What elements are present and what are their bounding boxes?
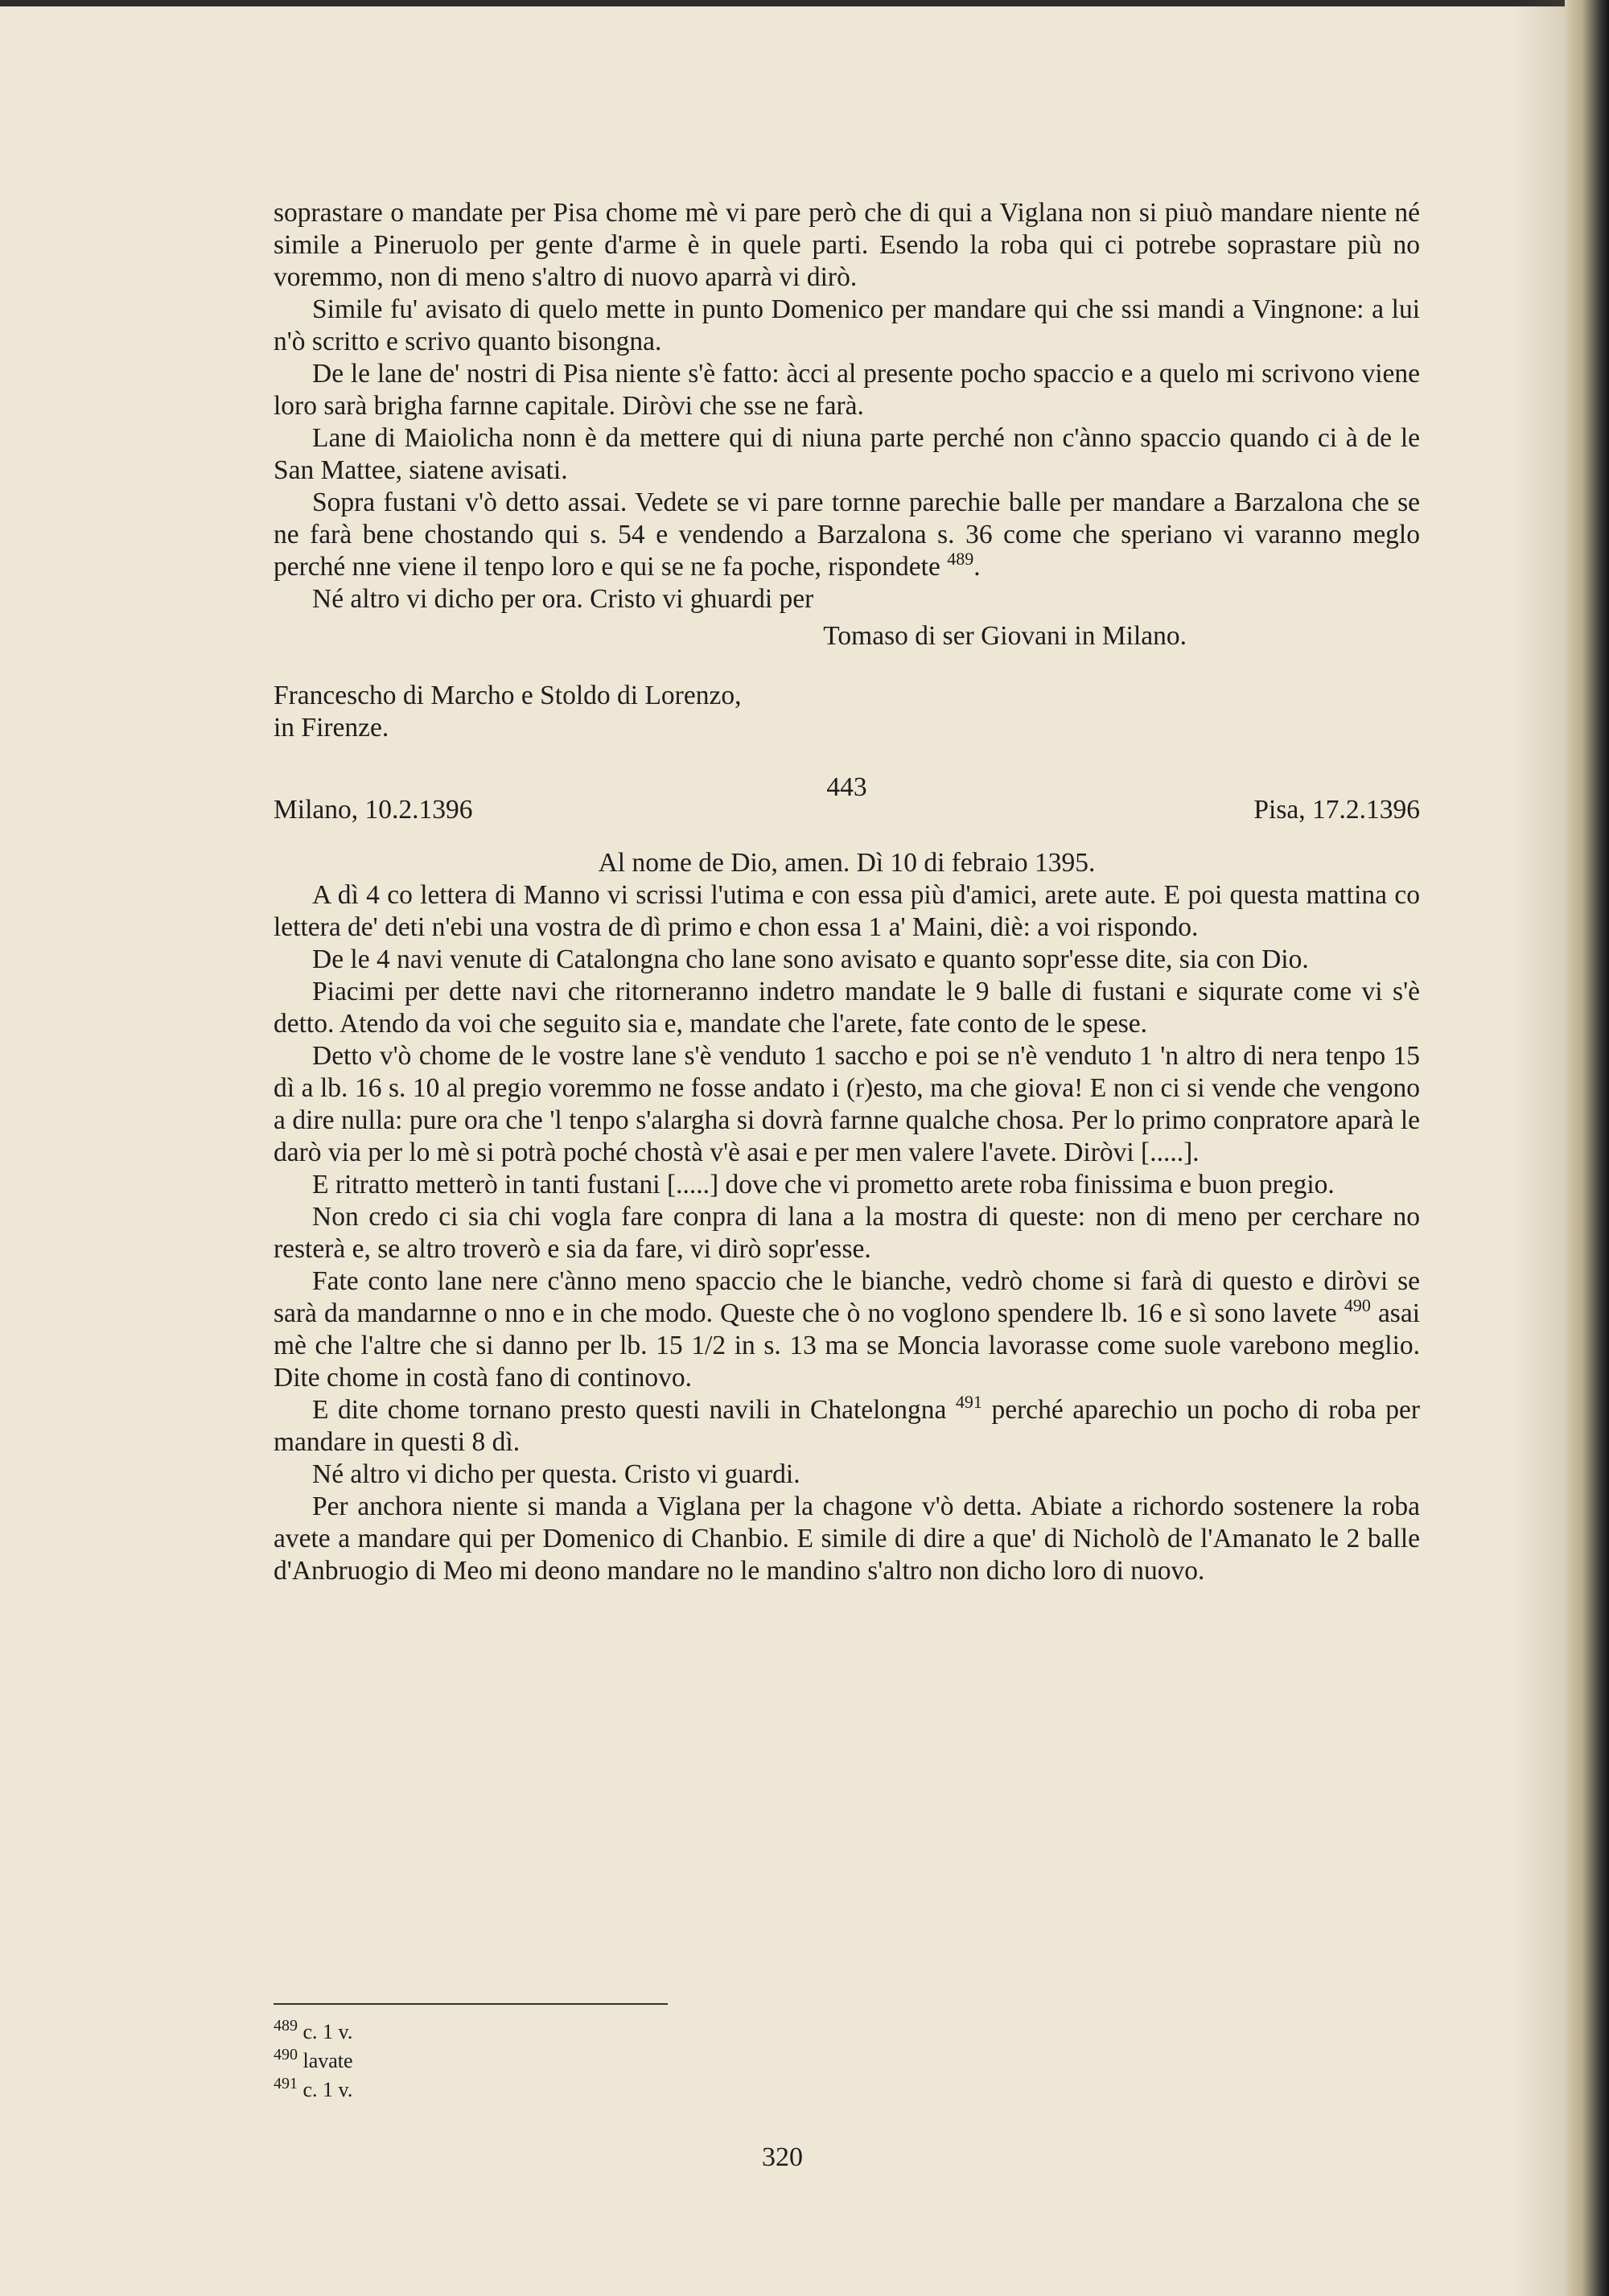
paragraph-text: perché aparechio un pocho di roba per mandare in questi 8 dì. [274,1395,1420,1457]
paragraph [274,1265,1420,1394]
paragraph: Per anchora niente si manda a Viglana per la chagone v'ò detta. Abiate a richordo sostenere la roba avete a mandare qui per Domenico di Chanbio. E simile di dire a que' di Nicholò de l'Amanato le 2 balle d'Anbruogio di Meo mi deono mandare no le mandino s'altro non dicho loro di nuovo. [274,1492,1420,1586]
page-gutter-shadow [1512,0,1565,2296]
footnote-ref: 491 [955,1392,982,1412]
book-edge [1565,0,1609,2296]
paragraph: E ritratto metterò in tanti fustani [.....] dove che vi prometto arete roba finissima e buon pregio. [312,1170,1335,1199]
paragraph-text: Sopra fustani v'ò detto assai. Vedete se vi pare tornne parechie balle per mandare a Barzalona che se ne farà bene chostando qui s. 54 e vendendo a Barzalona s. 36 come che speriano vi varanno meglo perché nne viene il tenpo loro e qui se ne fa poche, rispondete [274,488,1420,582]
footnote-ref: 489 [947,549,974,569]
arrival-date: Pisa, 17.2.1396 [1253,795,1420,825]
paragraph: Simile fu' avisato di quelo mette in punto Domenico per mandare qui che ssi mandi a Vingnone: a lui n'ò scritto e scrivo quanto bisongna. [274,294,1420,356]
scan-top-edge [0,0,1565,6]
footnote [274,2047,353,2076]
paragraph: Detto v'ò chome de le vostre lane s'è venduto 1 saccho e poi se n'è venduto 1 'n altro di nera tenpo 15 dì a lb. 16 s. 10 al pregio voremmo ne fosse andato i (r)esto, ma che giova! E non ci si vende che vengono a dire nulla: pure ora che 'l tenpo s'alargha si dovrà farnne qualche chosa. Per lo primo conpratore aparà le darò via per lo mè si potrà poché chostà v'è asai e per men valere l'avete. Diròvi [.....]. [274,1041,1420,1167]
paragraph [274,1394,1420,1459]
footnote-number: 489 [274,2017,298,2035]
address-line: in Firenze. [274,713,389,743]
paragraph [274,487,1420,583]
paragraph-text: asai mè che l'altre che si danno per lb. 15 1/2 in s. 13 ma se Moncia lavorasse come suole varebono meglio. Dite chome in costà fano di continovo. [274,1298,1421,1393]
paragraph: Non credo ci sia chi vogla fare conpra di lana a la mostra di queste: non di meno per cerchare no resterà e, se altro troverò e sia da fare, vi dirò sopr'esse. [274,1202,1420,1264]
paragraph: A dì 4 co lettera di Manno vi scrissi l'utima e con essa più d'amici, arete aute. E poi questa mattina co lettera de' deti n'ebi una vostra de dì primo e chon essa 1 a' Maini, diè: a voi rispondo. [274,880,1420,942]
main-text [274,197,1420,1587]
paragraph: Né altro vi dicho per questa. Cristo vi guardi. [312,1459,800,1489]
page-number: 320 [762,2142,803,2172]
footnote-text: lavate [302,2049,353,2072]
footnote-text: c. 1 v. [302,2078,353,2101]
paragraph-text: E dite chome tornano presto questi navili in Chatelongna [312,1395,947,1425]
footnotes [274,2018,353,2105]
address-line: Francescho di Marcho e Stoldo di Lorenzo, [274,681,742,710]
paragraph: Piacimi per dette navi che ritorneranno indetro mandate le 9 balle di fustani e siqurate come vi s'è detto. Atendo da voi che seguito sia e, mandate che l'arete, fate conto de le spese. [274,977,1420,1039]
paragraph-text: Fate conto lane nere c'ànno meno spaccio che le bianche, vedrò chome si farà di questo e diròvi se sarà da mandarnne o nno e in che modo. Queste che ò no voglono spendere lb. 16 e sì sono lavete [274,1266,1420,1328]
footnote-number: 491 [274,2075,298,2092]
paragraph: soprastare o mandate per Pisa chome mè vi pare però che di qui a Viglana non si piuò mandare niente né simile a Pineruolo per gente d'arme è in quele parti. Esendo la roba qui ci potrebe soprastare più no voremmo, non di meno s'altro di nuovo aparrà vi dirò. [274,198,1420,292]
punctuation: . [973,552,981,582]
paragraph: Lane di Maiolicha nonn è da mettere qui di niuna parte perché non c'ànno spaccio quando ci à de le San Mattee, siatene avisati. [274,423,1420,485]
footnote-number: 490 [274,2046,298,2064]
paragraph: Né altro vi dicho per ora. Cristo vi ghuardi per [312,584,814,614]
letter-opening: Al nome de Dio, amen. Dì 10 di febraio 1395. [598,848,1096,878]
footnote-text: c. 1 v. [302,2020,353,2043]
signature: Tomaso di ser Giovani in Milano. [823,621,1187,651]
footnote-rule [274,2003,668,2005]
footnote [274,2076,353,2105]
origin-date: Milano, 10.2.1396 [274,795,473,825]
paragraph: De le 4 navi venute di Catalongna cho lane sono avisato e quanto sopr'esse dite, sia con Dio. [312,944,1309,974]
footnote-ref: 490 [1344,1295,1371,1315]
paragraph: De le lane de' nostri di Pisa niente s'è fatto: àcci al presente pocho spaccio e a quelo mi scrivono viene loro sarà brigha farnne capitale. Diròvi che sse ne farà. [274,359,1420,421]
footnote [274,2018,353,2047]
letter-number: 443 [826,772,867,802]
